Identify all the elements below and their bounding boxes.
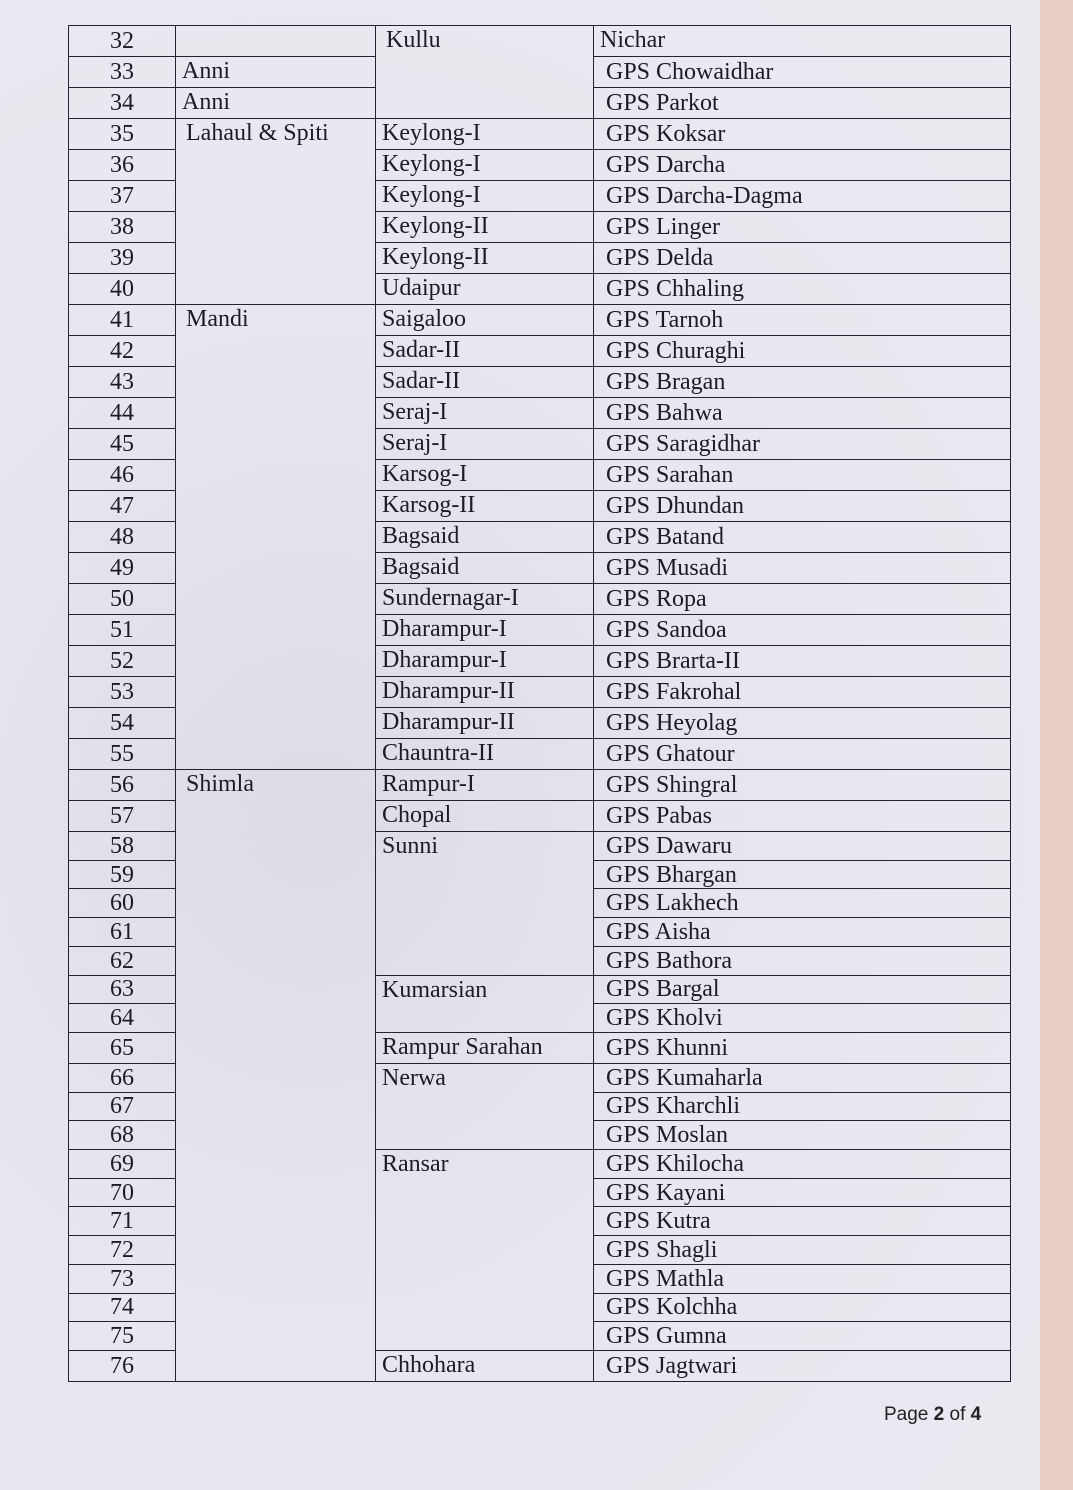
gps-name: GPS Dawaru — [594, 832, 1011, 861]
serial-number: 58 — [69, 832, 176, 861]
gps-name: GPS Dhundan — [594, 491, 1011, 522]
block-cell: Dharampur-I — [376, 615, 594, 646]
block-cell: Sunni — [376, 832, 594, 976]
block-cell: Anni — [176, 88, 376, 119]
block-cell: Sadar-II — [376, 336, 594, 367]
serial-number: 59 — [69, 860, 176, 889]
serial-number: 72 — [69, 1236, 176, 1265]
block-cell: Kumarsian — [376, 975, 594, 1032]
page-number-middle: of — [944, 1404, 971, 1425]
block-cell: Anni — [176, 57, 376, 88]
block-cell: Nerwa — [376, 1063, 594, 1149]
block-cell: Rampur Sarahan — [376, 1032, 594, 1063]
gps-name: GPS Churaghi — [594, 336, 1011, 367]
gps-name: GPS Bragan — [594, 367, 1011, 398]
gps-name: GPS Koksar — [594, 119, 1011, 150]
scan-edge-strip — [1040, 0, 1073, 1490]
serial-number: 44 — [69, 398, 176, 429]
block-cell: Seraj-I — [376, 429, 594, 460]
serial-number: 55 — [69, 739, 176, 770]
gps-name: GPS Khilocha — [594, 1150, 1011, 1179]
serial-number: 65 — [69, 1032, 176, 1063]
serial-number: 56 — [69, 770, 176, 801]
gps-name: GPS Darcha — [594, 150, 1011, 181]
serial-number: 62 — [69, 946, 176, 975]
serial-number: 63 — [69, 975, 176, 1004]
serial-number: 40 — [69, 274, 176, 305]
gps-name: GPS Chhaling — [594, 274, 1011, 305]
gps-name: GPS Linger — [594, 212, 1011, 243]
block-cell: Bagsaid — [376, 553, 594, 584]
gps-name: GPS Bathora — [594, 946, 1011, 975]
gps-name: GPS Musadi — [594, 553, 1011, 584]
serial-number: 49 — [69, 553, 176, 584]
serial-number: 48 — [69, 522, 176, 553]
gps-name: GPS Gumna — [594, 1322, 1011, 1351]
block-cell: Sadar-II — [376, 367, 594, 398]
block-cell: Chopal — [376, 801, 594, 832]
block-cell: Sundernagar-I — [376, 584, 594, 615]
gps-name: GPS Pabas — [594, 801, 1011, 832]
block-cell: Bagsaid — [376, 522, 594, 553]
block-cell: Karsog-I — [376, 460, 594, 491]
serial-number: 71 — [69, 1207, 176, 1236]
serial-number: 69 — [69, 1150, 176, 1179]
block-cell: Keylong-I — [376, 150, 594, 181]
block-cell: Dharampur-I — [376, 646, 594, 677]
block-cell: Dharampur-II — [376, 708, 594, 739]
serial-number: 32 — [69, 26, 176, 57]
serial-number: 41 — [69, 305, 176, 336]
gps-name: GPS Aisha — [594, 918, 1011, 947]
gps-name: GPS Sandoa — [594, 615, 1011, 646]
serial-number: 45 — [69, 429, 176, 460]
serial-number: 67 — [69, 1092, 176, 1121]
table-row — [69, 305, 1011, 336]
block-cell: Seraj-I — [376, 398, 594, 429]
serial-number: 60 — [69, 889, 176, 918]
gps-name: GPS Bahwa — [594, 398, 1011, 429]
serial-number: 75 — [69, 1322, 176, 1351]
block-cell: Nichar — [594, 26, 1011, 57]
serial-number: 37 — [69, 181, 176, 212]
gps-name: GPS Fakrohal — [594, 677, 1011, 708]
serial-number: 47 — [69, 491, 176, 522]
block-cell: Karsog-II — [376, 491, 594, 522]
gps-name: GPS Mathla — [594, 1264, 1011, 1293]
gps-table — [68, 25, 1011, 1382]
page-number-current: 2 — [933, 1404, 945, 1425]
serial-number: 70 — [69, 1178, 176, 1207]
serial-number: 50 — [69, 584, 176, 615]
block-cell: Keylong-I — [376, 119, 594, 150]
table-row — [69, 26, 1011, 57]
block-cell: Ransar — [376, 1150, 594, 1351]
gps-name: GPS Chowaidhar — [594, 57, 1011, 88]
gps-list-sheet — [68, 25, 1010, 1382]
gps-name: GPS Ropa — [594, 584, 1011, 615]
gps-name: GPS Sarahan — [594, 460, 1011, 491]
gps-name: GPS Saragidhar — [594, 429, 1011, 460]
serial-number: 42 — [69, 336, 176, 367]
serial-number: 76 — [69, 1350, 176, 1381]
block-cell: Keylong-II — [376, 212, 594, 243]
page-number-total: 4 — [970, 1404, 982, 1425]
gps-name: GPS Kumaharla — [594, 1063, 1011, 1092]
serial-number: 66 — [69, 1063, 176, 1092]
district-cell: Kullu — [376, 26, 594, 119]
serial-number: 52 — [69, 646, 176, 677]
serial-number: 68 — [69, 1121, 176, 1150]
gps-name: GPS Shingral — [594, 770, 1011, 801]
district-cell: Shimla — [176, 770, 376, 1382]
gps-name: GPS Jagtwari — [594, 1350, 1011, 1381]
serial-number: 43 — [69, 367, 176, 398]
gps-name: GPS Moslan — [594, 1121, 1011, 1150]
block-cell: Chauntra-II — [376, 739, 594, 770]
serial-number: 57 — [69, 801, 176, 832]
gps-name: GPS Khunni — [594, 1032, 1011, 1063]
table-row — [69, 119, 1011, 150]
block-cell: Saigaloo — [376, 305, 594, 336]
gps-name: GPS Bhargan — [594, 860, 1011, 889]
table-row — [69, 770, 1011, 801]
block-cell: Udaipur — [376, 274, 594, 305]
gps-name: GPS Batand — [594, 522, 1011, 553]
gps-name: GPS Kayani — [594, 1178, 1011, 1207]
gps-name: GPS Kharchli — [594, 1092, 1011, 1121]
gps-name: GPS Kholvi — [594, 1004, 1011, 1033]
gps-name: GPS Parkot — [594, 88, 1011, 119]
serial-number: 53 — [69, 677, 176, 708]
serial-number: 74 — [69, 1293, 176, 1322]
block-cell: Keylong-I — [376, 181, 594, 212]
gps-table-body — [69, 26, 1011, 1382]
district-cell-empty — [176, 26, 376, 57]
serial-number: 61 — [69, 918, 176, 947]
serial-number: 64 — [69, 1004, 176, 1033]
gps-name: GPS Shagli — [594, 1236, 1011, 1265]
gps-name: GPS Delda — [594, 243, 1011, 274]
gps-name: GPS Lakhech — [594, 889, 1011, 918]
serial-number: 38 — [69, 212, 176, 243]
gps-name: GPS Ghatour — [594, 739, 1011, 770]
block-cell: Keylong-II — [376, 243, 594, 274]
gps-name: GPS Kolchha — [594, 1293, 1011, 1322]
gps-name: GPS Heyolag — [594, 708, 1011, 739]
gps-name: GPS Bargal — [594, 975, 1011, 1004]
gps-name: GPS Kutra — [594, 1207, 1011, 1236]
gps-name: GPS Tarnoh — [594, 305, 1011, 336]
serial-number: 39 — [69, 243, 176, 274]
page-number-prefix: Page — [884, 1404, 934, 1425]
serial-number: 35 — [69, 119, 176, 150]
serial-number: 36 — [69, 150, 176, 181]
district-cell: Mandi — [176, 305, 376, 770]
serial-number: 33 — [69, 57, 176, 88]
serial-number: 46 — [69, 460, 176, 491]
serial-number: 51 — [69, 615, 176, 646]
serial-number: 54 — [69, 708, 176, 739]
block-cell: Chhohara — [376, 1350, 594, 1381]
district-cell: Lahaul & Spiti — [176, 119, 376, 305]
serial-number: 73 — [69, 1264, 176, 1293]
gps-name: GPS Brarta-II — [594, 646, 1011, 677]
gps-name: GPS Darcha-Dagma — [594, 181, 1011, 212]
block-cell: Dharampur-II — [376, 677, 594, 708]
serial-number: 34 — [69, 88, 176, 119]
page-number — [884, 1404, 981, 1426]
block-cell: Rampur-I — [376, 770, 594, 801]
